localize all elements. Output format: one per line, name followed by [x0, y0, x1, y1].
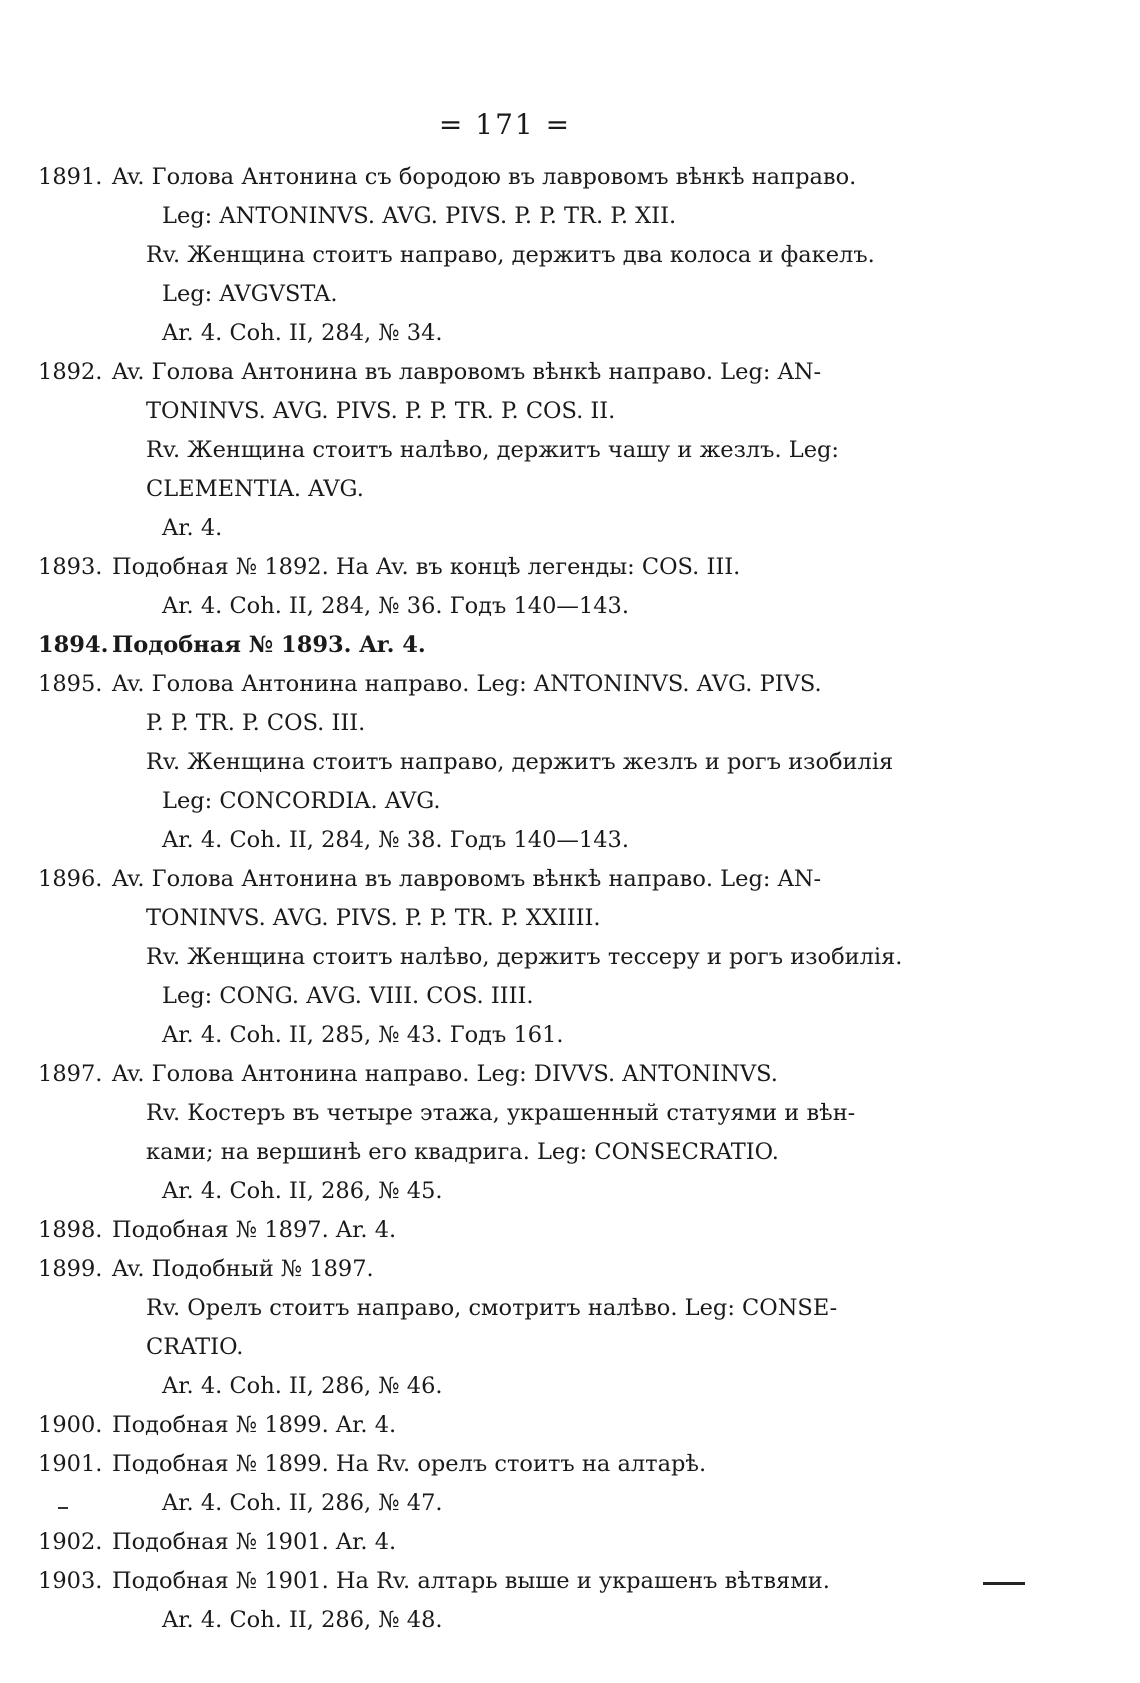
entry-number: 1896. — [38, 866, 103, 892]
catalogue-entry-line — [38, 1250, 878, 1289]
catalogue-continuation-line — [38, 197, 878, 236]
catalogue-continuation-line — [38, 1367, 878, 1406]
entry-text: Ar. 4. — [162, 515, 223, 541]
entry-number: 1895. — [38, 671, 103, 697]
entry-text: Leg: CONG. AVG. VIII. COS. IIII. — [162, 983, 534, 1009]
catalogue-entry-line — [38, 1406, 878, 1445]
entry-text: Ar. 4. Coh. II, 284, № 34. — [162, 320, 443, 346]
entry-text: TONINVS. AVG. PIVS. P. P. TR. P. XXIIII. — [146, 905, 601, 931]
entry-text: Ar. 4. Coh. II, 284, № 36. Годъ 140—143. — [162, 593, 630, 619]
entry-number: 1901. — [38, 1451, 103, 1477]
catalogue-continuation-line — [38, 275, 878, 314]
entry-text: CLEMENTIA. AVG. — [146, 476, 364, 502]
coin-catalogue — [38, 158, 903, 1640]
entry-number: 1891. — [38, 164, 103, 190]
catalogue-continuation-line — [38, 821, 878, 860]
entry-text: Rv. Женщина стоитъ налѣво, держитъ чашу и жезлъ. Leg: — [146, 437, 840, 463]
entry-text: Av. Голова Антонина въ лавровомъ вѣнкѣ направо. Leg: AN- — [112, 359, 822, 385]
entry-text: Подобная № 1897. Ar. 4. — [112, 1217, 397, 1243]
entry-text: Rv. Орелъ стоитъ направо, смотритъ налѣво. Leg: CONSE- — [146, 1295, 838, 1321]
catalogue-continuation-line — [38, 587, 878, 626]
entry-text: Rv. Костеръ въ четыре этажа, украшенный статуями и вѣн- — [146, 1100, 856, 1126]
entry-text: Подобная № 1899. Ar. 4. — [112, 1412, 397, 1438]
catalogue-continuation-line — [38, 899, 878, 938]
entry-text: Ar. 4. Coh. II, 286, № 48. — [162, 1607, 443, 1633]
catalogue-continuation-line — [38, 782, 878, 821]
catalogue-entry-line — [38, 158, 878, 197]
entry-text: Ar. 4. Coh. II, 286, № 47. — [162, 1490, 443, 1516]
catalogue-entry-line — [38, 353, 878, 392]
catalogue-continuation-line — [38, 1016, 878, 1055]
entry-text: Подобная № 1901. На Rv. алтарь выше и украшенъ вѣтвями. — [112, 1568, 830, 1594]
entry-text: TONINVS. AVG. PIVS. P. P. TR. P. COS. II. — [146, 398, 616, 424]
catalogue-continuation-line — [38, 314, 878, 353]
catalogue-entry-line — [38, 1562, 878, 1601]
entry-number: 1897. — [38, 1061, 103, 1087]
entry-text: Av. Голова Антонина направо. Leg: DIVVS. ANTONINVS. — [112, 1061, 778, 1087]
entry-number: 1899. — [38, 1256, 103, 1282]
entry-number: 1898. — [38, 1217, 103, 1243]
catalogue-continuation-line — [38, 704, 878, 743]
catalogue-continuation-line — [38, 1289, 878, 1328]
entry-text: Av. Голова Антонина въ лавровомъ вѣнкѣ направо. Leg: AN- — [112, 866, 822, 892]
catalogue-entry-line — [38, 860, 878, 899]
entry-text: Rv. Женщина стоитъ налѣво, держитъ тессеру и рогъ изобилія. — [146, 944, 903, 970]
entry-text: Rv. Женщина стоитъ направо, держитъ два колоса и факелъ. — [146, 242, 875, 268]
entry-number: 1903. — [38, 1568, 103, 1594]
margin-dash-mark — [58, 1507, 68, 1509]
entry-text: Leg: ANTONINVS. AVG. PIVS. P. P. TR. P. XII. — [162, 203, 677, 229]
catalogue-entry-line — [38, 1445, 878, 1484]
catalogue-continuation-line — [38, 743, 894, 782]
catalogue-continuation-line — [38, 1484, 878, 1523]
catalogue-continuation-line — [38, 977, 878, 1016]
entry-number: 1902. — [38, 1529, 103, 1555]
entry-text: Подобная № 1893. Ar. 4. — [112, 632, 426, 658]
catalogue-entry-line — [38, 665, 878, 704]
catalogue-entry-line — [38, 548, 878, 587]
entry-text: Ar. 4. Coh. II, 286, № 45. — [162, 1178, 443, 1204]
entry-number: 1893. — [38, 554, 103, 580]
catalogue-continuation-line — [38, 1328, 878, 1367]
entry-text: Ar. 4. Coh. II, 284, № 38. Годъ 140—143. — [162, 827, 630, 853]
entry-text: Подобная № 1901. Ar. 4. — [112, 1529, 397, 1555]
catalogue-continuation-line — [38, 1601, 878, 1640]
entry-text: Ar. 4. Coh. II, 285, № 43. Годъ 161. — [162, 1022, 564, 1048]
entry-text: Av. Подобный № 1897. — [112, 1256, 374, 1282]
entry-text: P. P. TR. P. COS. III. — [146, 710, 366, 736]
entry-text: Av. Голова Антонина направо. Leg: ANTONINVS. AVG. PIVS. — [112, 671, 822, 697]
page-number: = 171 = — [438, 108, 572, 141]
catalogue-continuation-line — [38, 431, 878, 470]
entry-number: 1892. — [38, 359, 103, 385]
entry-text: Leg: CONCORDIA. AVG. — [162, 788, 441, 814]
catalogue-continuation-line — [38, 938, 903, 977]
catalogue-entry-line — [38, 626, 878, 665]
catalogue-continuation-line — [38, 470, 878, 509]
catalogue-entry-line — [38, 1055, 878, 1094]
entry-number: 1894. — [38, 632, 109, 658]
catalogue-entry-line — [38, 1523, 878, 1562]
entry-number: 1900. — [38, 1412, 103, 1438]
entry-text: Av. Голова Антонина съ бородою въ лавровомъ вѣнкѣ направо. — [112, 164, 857, 190]
entry-text: Rv. Женщина стоитъ направо, держитъ жезлъ и рогъ изобилія — [146, 749, 894, 775]
entry-text: Подобная № 1892. На Av. въ концѣ легенды: COS. III. — [112, 554, 741, 580]
entry-text: Leg: AVGVSTA. — [162, 281, 338, 307]
entry-text: Ar. 4. Coh. II, 286, № 46. — [162, 1373, 443, 1399]
catalogue-continuation-line — [38, 509, 878, 548]
catalogue-continuation-line — [38, 1172, 878, 1211]
entry-text: Подобная № 1899. На Rv. орелъ стоитъ на алтарѣ. — [112, 1451, 707, 1477]
margin-rule-mark — [983, 1582, 1025, 1585]
entry-text: CRATIO. — [146, 1334, 244, 1360]
catalogue-continuation-line — [38, 1133, 878, 1172]
catalogue-entry-line — [38, 1211, 878, 1250]
entry-text: ками; на вершинѣ его квадрига. Leg: CONSECRATIO. — [146, 1139, 779, 1165]
catalogue-continuation-line — [38, 1094, 878, 1133]
catalogue-continuation-line — [38, 392, 878, 431]
catalogue-continuation-line — [38, 236, 878, 275]
